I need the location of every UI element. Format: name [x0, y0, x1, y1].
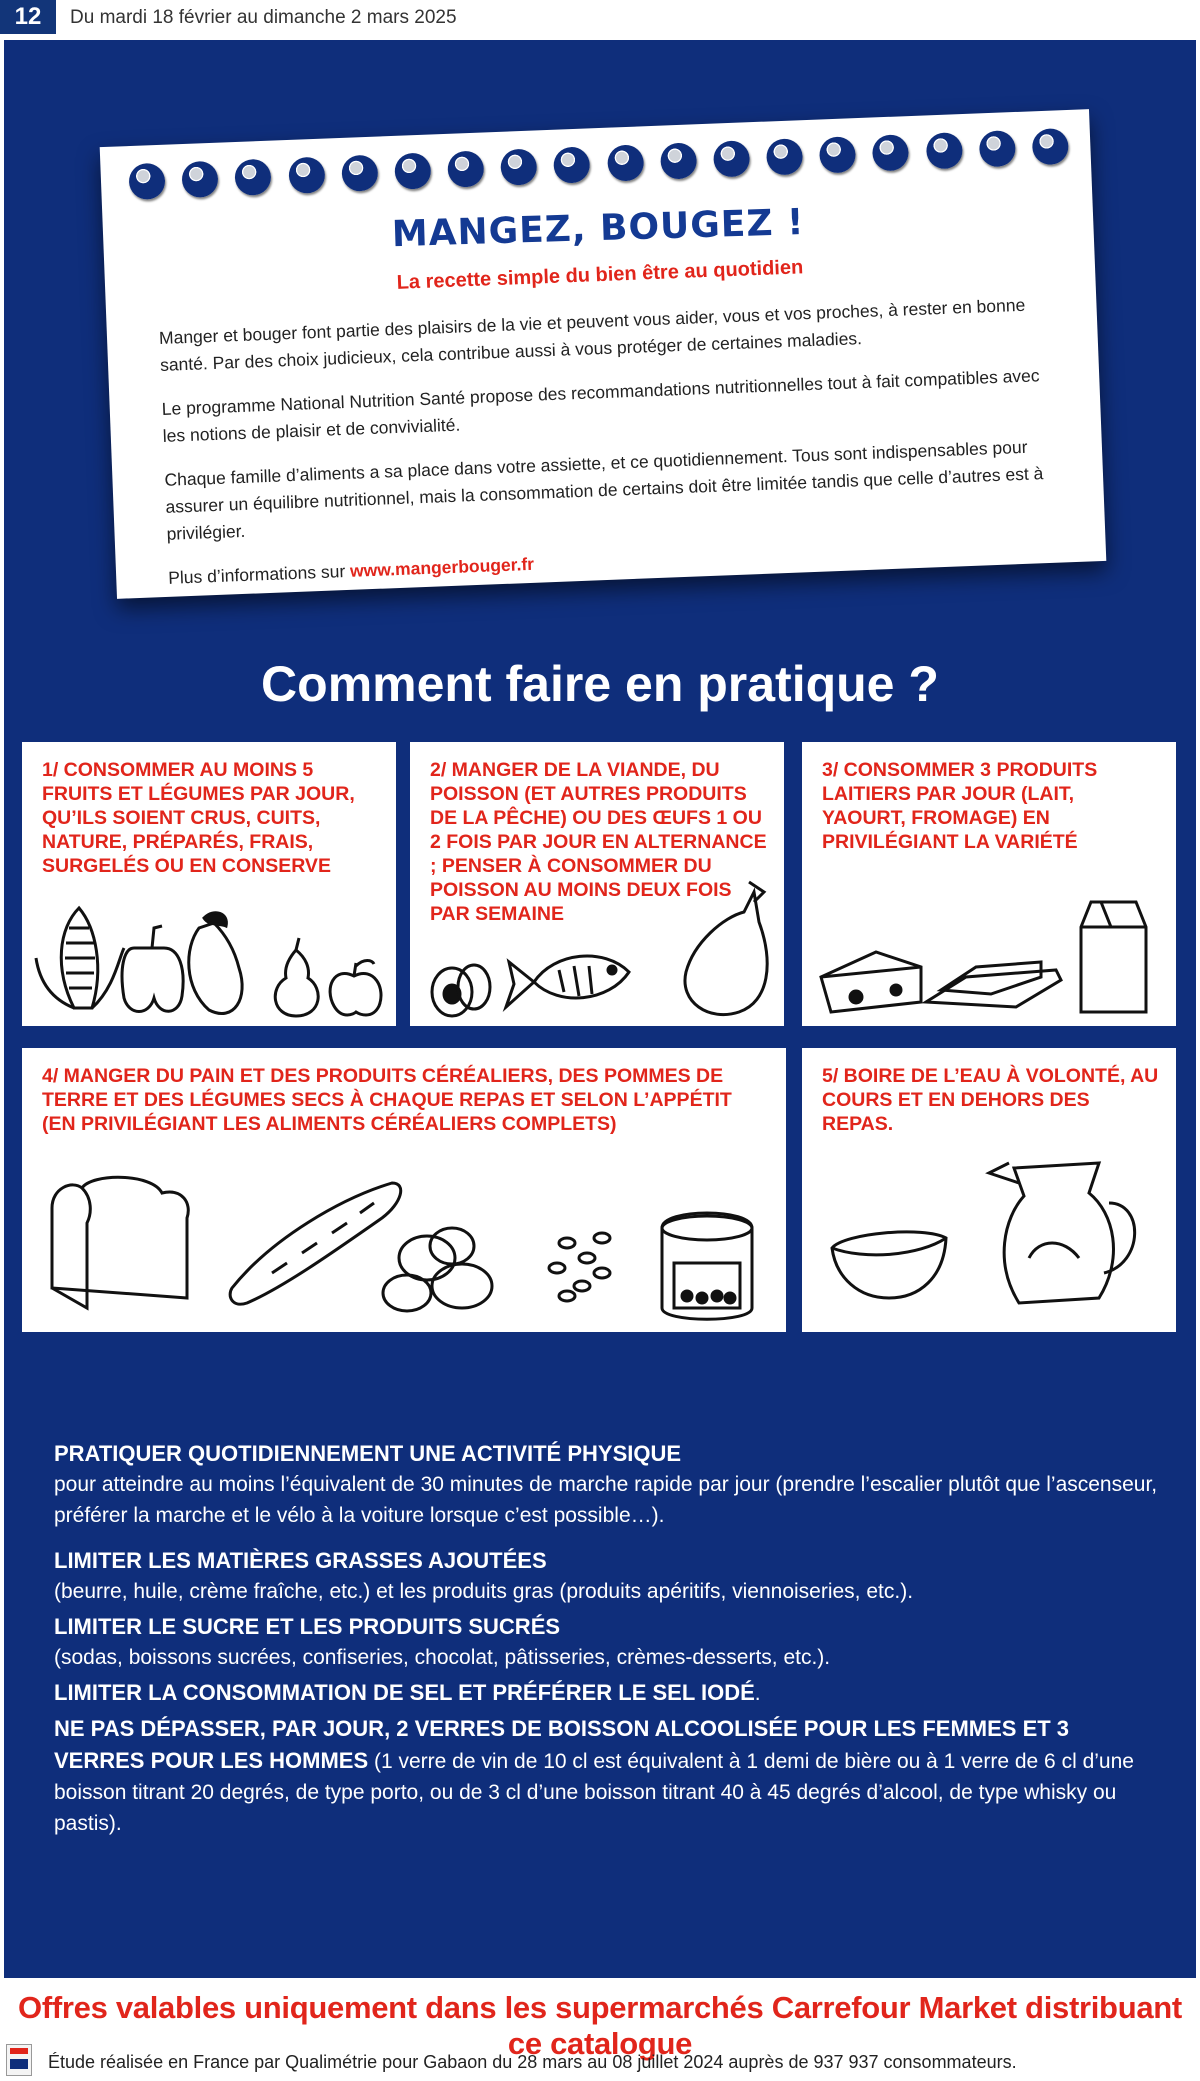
rule-fats: [54, 1545, 1164, 1607]
note-subtitle: La recette simple du bien être au quotidien: [396, 256, 804, 294]
card-text: 5/ BOIRE DE L’EAU À VOLONTÉ, AU COURS ET EN DEHORS DES REPAS.: [822, 1065, 1159, 1135]
ring-icon: [394, 152, 431, 189]
eggplant-icon: [189, 913, 242, 1014]
dairy-illustration: [816, 882, 1166, 1027]
potatoes-icon: [383, 1228, 492, 1311]
rule-text: .: [754, 1682, 761, 1705]
pepper-icon: [122, 926, 183, 1012]
rule-text: (sodas, boissons sucrées, confiseries, chocolat, pâtisseries, crèmes-desserts, etc.).: [54, 1646, 831, 1669]
fish-icon: [506, 956, 629, 1007]
rule-activity: [54, 1438, 1164, 1531]
card-text: 3/ CONSOMMER 3 PRODUITS LAITIERS PAR JOUR (LAIT, YAOURT, FROMAGE) EN PRIVILÉGIANT LA VARIÉTÉ: [822, 759, 1098, 853]
page-number: 12: [0, 0, 56, 34]
ring-icon: [925, 132, 962, 169]
section-title: Comment faire en pratique ?: [261, 656, 939, 712]
egg-icon: [432, 965, 490, 1016]
butter-icon: [926, 962, 1061, 1007]
card-cereals: [22, 1048, 786, 1332]
offer-banner: Offres valables uniquement dans les supermarchés Carrefour Market distribuant ce catalogue: [18, 1990, 1182, 2061]
notepad-card: [100, 109, 1107, 599]
can-icon: [662, 1213, 752, 1319]
note-title: MANGEZ, BOUGEZ !: [391, 201, 806, 256]
ring-icon: [660, 142, 697, 179]
note-body: [159, 291, 1067, 609]
ring-icon: [978, 130, 1015, 167]
ring-icon: [553, 146, 590, 183]
jug-icon: [989, 1163, 1135, 1303]
baguette-icon: [230, 1183, 401, 1304]
ring-icon: [766, 138, 803, 175]
rule-heading: LIMITER LE SUCRE ET LES PRODUITS SUCRÉS: [54, 1614, 561, 1639]
study-badge-icon: [6, 2044, 32, 2076]
ring-icon: [341, 155, 378, 192]
fruits-vegetables-illustration: [34, 888, 384, 1023]
card-fruits-vegetables: [22, 742, 396, 1026]
card-water: [802, 1048, 1176, 1332]
rule-text: (beurre, huile, crème fraîche, etc.) et les produits gras (produits apéritifs, viennoiseries, etc.).: [54, 1580, 914, 1603]
card-text: 2/ MANGER DE LA VIANDE, DU POISSON (ET AUTRES PRODUITS DE LA PÊCHE) OU DES ŒUFS 1 OU 2 FOIS PAR JOUR EN ALTERNANCE ; PENSER À CONSOMMER DU POISSON AU MOINS DEUX FOIS PAR SEMAINE: [430, 759, 767, 925]
meat-fish-eggs-illustration: [424, 862, 774, 1027]
bread-icon: [52, 1177, 188, 1308]
pear-icon: [275, 938, 318, 1016]
cheese-icon: [821, 952, 921, 1012]
page-header: [0, 0, 1200, 38]
cereals-illustration: [42, 1168, 762, 1323]
bowl-icon: [832, 1232, 946, 1298]
rule-text: (1 verre de vin de 10 cl est équivalent à 1 demi de bière ou à 1 verre de 6 cl d’une boisson titrant 20 degrés, de type porto, ou de 3 cl d’une boisson titrant 40 à 45 degrés d’alcool, de type whisky ou pastis).: [54, 1750, 1134, 1835]
card-text: 1/ CONSOMMER AU MOINS 5 FRUITS ET LÉGUMES PAR JOUR, QU’ILS SOIENT CRUS, CUITS, NATURE, PRÉPARÉS, FRAIS, SURGELÉS OU EN CONSERVE: [42, 759, 355, 877]
rule-sugar: [54, 1611, 1164, 1673]
ring-icon: [181, 161, 218, 198]
corn-icon: [36, 908, 124, 1008]
rule-heading: LIMITER LA CONSOMMATION DE SEL ET PRÉFÉRER LE SEL IODÉ: [54, 1680, 755, 1705]
note-paragraph: Chaque famille d’aliments a sa place dans votre assiette, et ce quotidiennement. Tous sont indispensables pour assurer un équilibre nutritionnel, mais la consommation de certains doit être limitée tandis que celle d’autres est à privilégier.: [164, 436, 1044, 544]
water-illustration: [824, 1148, 1164, 1323]
ring-icon: [713, 140, 750, 177]
rule-text: pour atteindre au moins l’équivalent de 30 minutes de marche rapide par jour (prendre l’escalier plutôt que l’ascenseur, préférer la marche et le vélo à la voiture lorsque c’est possible…).: [54, 1473, 1158, 1527]
rule-salt: [54, 1677, 1164, 1709]
card-meat-fish-eggs: [410, 742, 784, 1026]
ham-icon: [685, 882, 767, 1015]
rule-alcohol: [54, 1713, 1164, 1839]
ring-icon: [288, 157, 325, 194]
ring-icon: [872, 134, 909, 171]
beans-icon: [549, 1233, 610, 1301]
rule-heading: LIMITER LES MATIÈRES GRASSES AJOUTÉES: [54, 1548, 547, 1573]
health-rules: [54, 1438, 1164, 1853]
card-text: 4/ MANGER DU PAIN ET DES PRODUITS CÉRÉALIERS, DES POMMES DE TERRE ET DES LÉGUMES SECS À CHAQUE REPAS ET SELON L’APPÉTIT (EN PRIVILÉGIANT LES ALIMENTS CÉRÉALIERS COMPLETS): [42, 1065, 732, 1135]
ring-icon: [607, 144, 644, 181]
ring-icon: [500, 148, 537, 185]
rule-heading: NE PAS DÉPASSER, PAR JOUR, 2 VERRES DE BOISSON ALCOOLISÉE POUR LES FEMMES ET 3 VERRES POUR LES HOMMES: [54, 1716, 1070, 1773]
mangerbouger-link[interactable]: www.mangerbouger.fr: [349, 553, 535, 581]
ring-icon: [447, 150, 484, 187]
study-note: Étude réalisée en France par Qualimétrie pour Gabaon du 28 mars au 08 juillet 2024 auprès de 937 937 consommateurs.: [48, 2052, 1017, 2072]
ring-icon: [819, 136, 856, 173]
note-paragraph: Le programme National Nutrition Santé propose des recommandations nutritionnelles tout à fait compatibles avec les notions de plaisir et de convivialité.: [161, 365, 1040, 446]
date-range: Du mardi 18 février au dimanche 2 mars 2025: [70, 7, 457, 28]
rule-heading: PRATIQUER QUOTIDIENNEMENT UNE ACTIVITÉ PHYSIQUE: [54, 1441, 682, 1466]
more-info-label: Plus d’informations sur: [167, 561, 346, 588]
ring-icon: [235, 159, 272, 196]
ring-icon: [128, 163, 165, 200]
card-dairy: [802, 742, 1176, 1026]
note-paragraph: Manger et bouger font partie des plaisirs de la vie et peuvent vous aider, vous et vos proches, à rester en bonne santé. Par des choix judicieux, cela contribue aussi à vous protéger de certaines maladies.: [158, 294, 1026, 376]
apple-icon: [330, 961, 381, 1016]
milk-carton-icon: [1081, 902, 1146, 1012]
ring-icon: [1032, 128, 1069, 165]
